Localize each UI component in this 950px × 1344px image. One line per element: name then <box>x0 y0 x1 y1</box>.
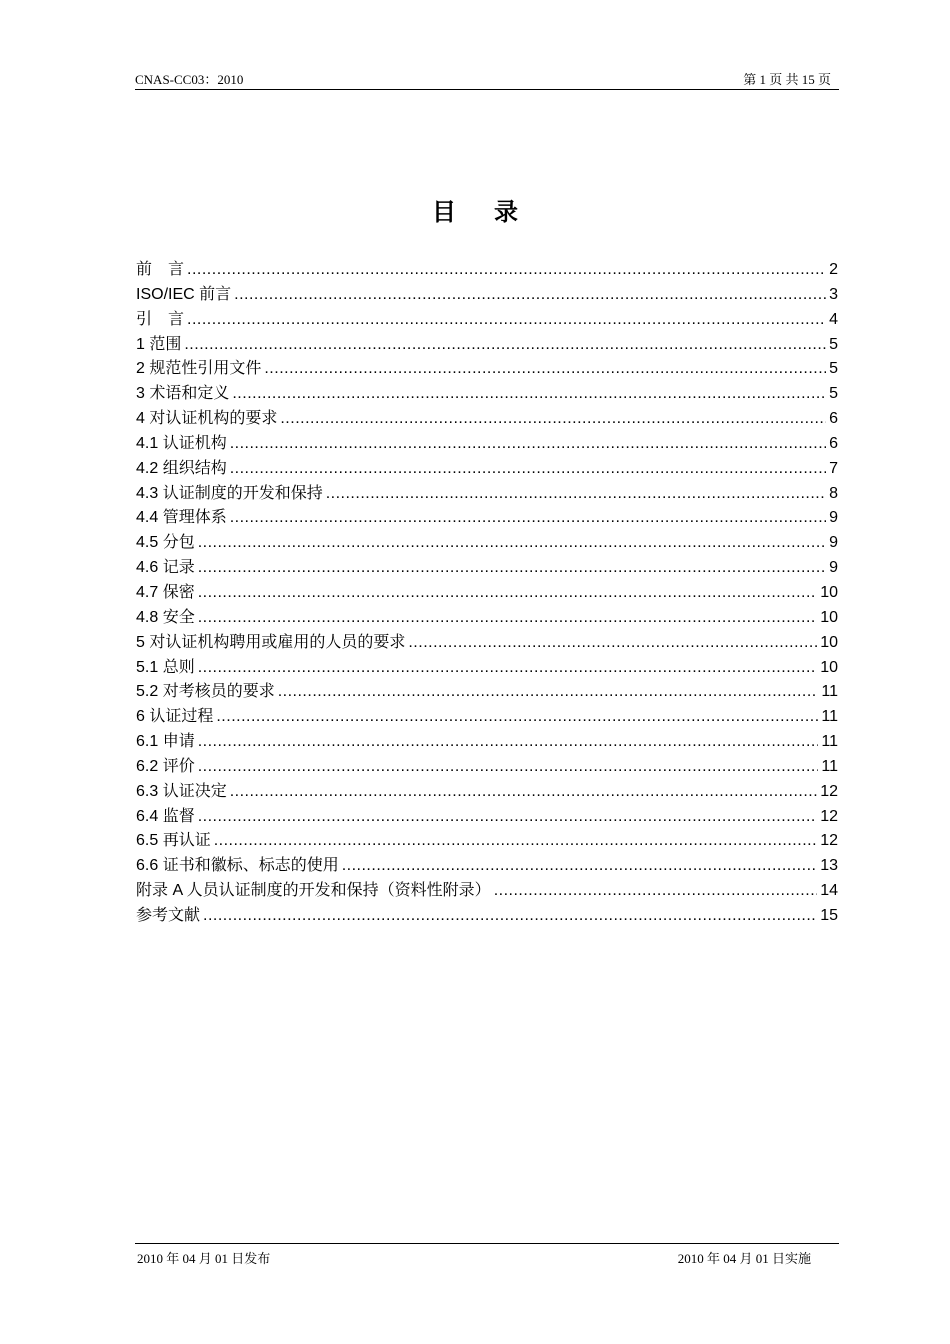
toc-leader-dots <box>187 308 826 333</box>
toc-entry-page: 5 <box>829 335 838 353</box>
toc-entry[interactable] <box>136 904 838 929</box>
toc-entry-label: 3 术语和定义 <box>136 385 230 403</box>
toc-leader-dots <box>198 606 818 631</box>
toc-leader-dots <box>232 382 826 407</box>
toc-entry[interactable] <box>136 705 838 730</box>
toc-entry[interactable] <box>136 482 838 507</box>
toc-leader-dots <box>203 904 817 929</box>
toc-entry[interactable] <box>136 829 838 854</box>
toc-entry-label: 6 认证过程 <box>136 708 214 726</box>
toc-leader-dots <box>234 283 826 308</box>
toc-entry-page: 9 <box>829 559 838 577</box>
toc-entry-page: 2 <box>829 261 838 278</box>
toc-entry-label: 5.1 总则 <box>136 658 195 676</box>
toc-entry[interactable] <box>136 531 838 556</box>
toc-leader-dots <box>198 581 818 606</box>
toc-entry[interactable] <box>136 680 838 705</box>
toc-entry-label: 4 对认证机构的要求 <box>136 410 278 428</box>
toc-entry[interactable] <box>136 556 838 581</box>
toc-entry-page: 12 <box>820 782 838 800</box>
toc-entry-page: 11 <box>821 733 838 751</box>
toc-entry-page: 8 <box>829 484 838 502</box>
toc-entry-page: 5 <box>829 385 838 403</box>
toc-entry-page: 10 <box>820 658 838 676</box>
toc-leader-dots <box>198 730 819 755</box>
toc-entry[interactable] <box>136 506 838 531</box>
toc-entry[interactable] <box>136 457 838 482</box>
toc-leader-dots <box>230 457 826 482</box>
toc-leader-dots <box>187 258 826 283</box>
effective-date: 2010 年 04 月 01 日实施 <box>677 1251 811 1266</box>
toc-entry-label: 4.3 认证制度的开发和保持 <box>136 484 323 502</box>
toc-leader-dots <box>198 755 819 780</box>
toc-entry[interactable] <box>136 879 838 904</box>
toc-entry-page: 15 <box>820 906 838 924</box>
toc-entry-page: 12 <box>820 807 838 825</box>
toc-leader-dots <box>198 556 826 581</box>
toc-entry[interactable] <box>136 407 838 432</box>
toc-entry-page: 9 <box>829 534 838 552</box>
toc-entry-label: 6.6 证书和徽标、标志的使用 <box>136 857 339 875</box>
toc-leader-dots <box>198 531 826 556</box>
toc-entry-label: 4.2 组织结构 <box>136 459 227 477</box>
toc-leader-dots <box>278 680 819 705</box>
toc-entry-page: 9 <box>829 509 838 527</box>
toc-leader-dots <box>230 780 818 805</box>
toc-entry-page: 7 <box>829 459 838 477</box>
toc-entry-label: 1 范围 <box>136 335 182 353</box>
toc-entry-label: 附录 A 人员认证制度的开发和保持（资料性附录） <box>136 882 491 900</box>
toc-entry-page: 5 <box>829 360 838 378</box>
page-number-info: 第 1 页 共 15 页 <box>743 72 831 87</box>
toc-entry-page: 12 <box>820 832 838 850</box>
toc-entry-label: 5.2 对考核员的要求 <box>136 683 275 701</box>
toc-entry[interactable] <box>136 656 838 681</box>
toc-entry[interactable] <box>136 581 838 606</box>
toc-entry-label: 4.4 管理体系 <box>136 509 227 527</box>
toc-entry-label: 参考文献 <box>136 906 201 924</box>
page-header <box>135 69 839 90</box>
toc-entry-page: 10 <box>820 583 838 601</box>
toc-leader-dots <box>184 333 826 358</box>
toc-entry-label: 6.4 监督 <box>136 807 195 825</box>
toc-entry-label: 6.3 认证决定 <box>136 782 227 800</box>
toc-entry-label: 6.1 申请 <box>136 733 195 751</box>
toc-leader-dots <box>280 407 826 432</box>
toc-leader-dots <box>198 656 818 681</box>
toc-leader-dots <box>230 432 826 457</box>
toc-entry-label: 4.8 安全 <box>136 608 195 626</box>
toc-entry-page: 11 <box>821 708 838 726</box>
toc-entry-page: 3 <box>829 285 838 303</box>
toc-entry-page: 11 <box>821 683 838 701</box>
toc-entry[interactable] <box>136 854 838 879</box>
toc-leader-dots <box>494 879 818 904</box>
page-footer <box>135 1243 839 1266</box>
toc-entry[interactable] <box>136 258 838 283</box>
toc-entry-label: 4.5 分包 <box>136 534 195 552</box>
toc-entry[interactable] <box>136 432 838 457</box>
toc-entry-page: 10 <box>820 633 838 651</box>
toc-entry-label: 4.1 认证机构 <box>136 434 227 452</box>
toc-entry[interactable] <box>136 755 838 780</box>
toc-entry[interactable] <box>136 308 838 333</box>
toc-leader-dots <box>326 482 826 507</box>
table-of-contents <box>136 258 838 929</box>
toc-entry-page: 14 <box>820 882 838 900</box>
toc-entry-page: 10 <box>820 608 838 626</box>
toc-entry-label: 前 言 <box>136 261 185 278</box>
toc-entry-page: 13 <box>820 857 838 875</box>
toc-entry[interactable] <box>136 333 838 358</box>
toc-entry[interactable] <box>136 382 838 407</box>
toc-entry-page: 6 <box>829 434 838 452</box>
page-title: 目录 <box>432 198 556 226</box>
toc-entry[interactable] <box>136 606 838 631</box>
toc-leader-dots <box>342 854 818 879</box>
toc-leader-dots <box>264 357 826 382</box>
toc-entry-label: 4.7 保密 <box>136 583 195 601</box>
toc-entry-label: 6.2 评价 <box>136 757 195 775</box>
toc-leader-dots <box>408 631 817 656</box>
toc-entry[interactable] <box>136 631 838 656</box>
toc-entry-page: 11 <box>821 757 838 775</box>
toc-leader-dots <box>216 705 818 730</box>
toc-entry-page: 6 <box>829 410 838 428</box>
toc-entry-label: ISO/IEC 前言 <box>136 285 232 303</box>
toc-entry[interactable] <box>136 805 838 830</box>
toc-entry[interactable] <box>136 780 838 805</box>
toc-leader-dots <box>230 506 826 531</box>
toc-entry-label: 6.5 再认证 <box>136 832 211 850</box>
toc-entry-label: 引 言 <box>136 310 185 328</box>
toc-entry-label: 4.6 记录 <box>136 559 195 577</box>
toc-entry[interactable] <box>136 357 838 382</box>
toc-entry-label: 2 规范性引用文件 <box>136 360 262 378</box>
toc-leader-dots <box>198 805 818 830</box>
toc-entry[interactable] <box>136 730 838 755</box>
issue-date: 2010 年 04 月 01 日发布 <box>137 1251 271 1266</box>
document-code: CNAS-CC03：2010 <box>135 72 244 87</box>
toc-entry-label: 5 对认证机构聘用或雇用的人员的要求 <box>136 633 406 651</box>
toc-leader-dots <box>214 829 818 854</box>
toc-entry[interactable] <box>136 283 838 308</box>
toc-entry-page: 4 <box>829 310 838 328</box>
